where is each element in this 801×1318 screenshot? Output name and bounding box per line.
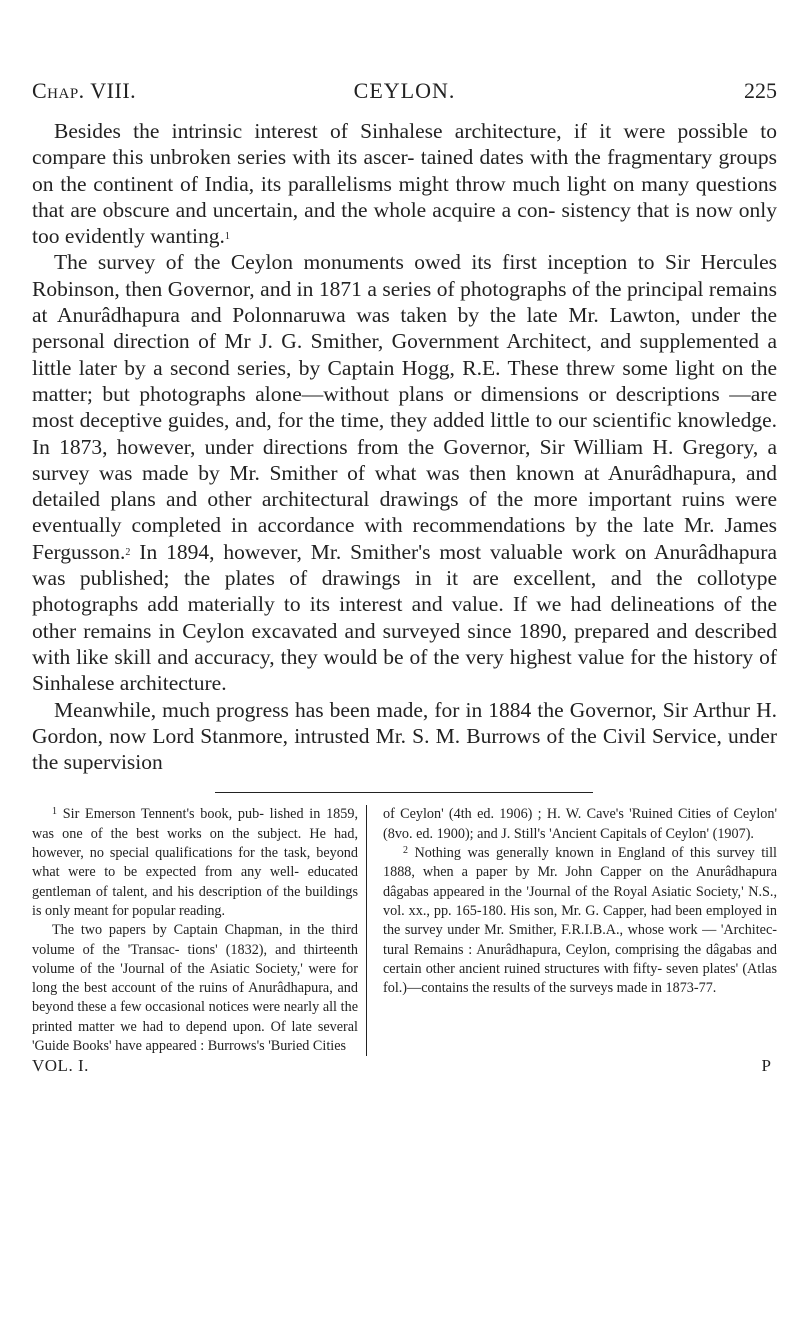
footnote: $^2$ Nothing was generally known in England of this survey till 1888, when a paper by Mr. John Capper on the Anurâdhapura dâgabas appeared in the 'Journal of the Royal Asiatic Society,' N.S., vol. xx., pp. 165-180. His son, Mr. G. Capper, had been employed in the survey under Mr. Smither, F.R.I.B.A., whose work — 'Architec- tural Remains : Anurâdhapura, Ceylon, comprising the dâgabas and certain other ancient ruined structures with fifty- seven plates' (Atlas fol.)—contains the results of the surveys made in 1873-77. [383,845,777,997]
main-text [32,118,777,775]
page-number: 225 [744,78,777,103]
footnote-marker: 1 [224,231,230,243]
chapter-label: Chap. VIII. [32,78,137,103]
volume-signature: VOL. I. [32,1056,89,1076]
footnote-paragraph: The two papers by Captain Chapman, in the third volume of the 'Transac- tions' (1832), and thirteenth volume of the 'Journal of the Asiatic Society,' were for long the best account of the ruins of Anurâdhapura, and beyond these a few occasional notices were nearly all the printed matter we had to depend upon. Of late several 'Guide Books' have appeared : Burrows's 'Buried Cities [32,922,358,1054]
paragraph: Besides the intrinsic interest of Sinhalese architecture, if it were possible to compare this unbroken series with its ascer- tained dates with the fragmentary groups on the continent of India, its parallelisms might throw much light on many questions that are obscure and uncertain, and the whole acquire a con- sistency that is now only too evidently wanting.$^1$ [32,119,777,249]
running-title: CEYLON. [353,78,456,103]
footnote-number: 2 [403,845,408,857]
footnote-rule [215,792,593,793]
signature-mark: P [761,1056,771,1076]
footnote-column-right [366,805,777,1056]
page-footer [32,1056,777,1076]
footnote-number: 1 [52,806,57,818]
footnote-column-left [32,805,366,1056]
footnotes [32,805,777,1056]
footnote: $^1$ Sir Emerson Tennent's book, pub- lished in 1859, was one of the best works on the subject. He had, however, no special qualifications for the task, beyond what were to be expected from any well- educated gentleman of talent, and his description of the buildings is only meant for popular reading. [32,806,359,919]
footnote-marker: 2 [125,546,131,558]
running-head [32,78,777,110]
paragraph: Meanwhile, much progress has been made, for in 1884 the Governor, Sir Arthur H. Gordon, now Lord Stanmore, intrusted Mr. S. M. Burrows of the Civil Service, under the supervision [32,697,777,775]
book-page [32,78,777,1308]
footnote-continuation: of Ceylon' (4th ed. 1906) ; H. W. Cave's 'Ruined Cities of Ceylon' (8vo. ed. 1900); and J. Still's 'Ancient Capitals of Ceylon' (1907). [383,806,777,842]
paragraph: The survey of the Ceylon monuments owed its first inception to Sir Hercules Robinson, then Governor, and in 1871 a series of photographs of the principal remains at Anurâdhapura and Polonnaruwa was taken by the late Mr. Lawton, under the personal direction of Mr J. G. Smither, Government Architect, and supplemented a little later by a second series, by Captain Hogg, R.E. These threw some light on the matter; but photographs alone—without plans or dimensions or descriptions —are most deceptive guides, and, for the time, they added little to our scientific knowledge. In 1873, however, under directions from the Governor, Sir William H. Gregory, a survey was made by Mr. Smither of what was then known at Anurâdhapura, and detailed plans and other architectural drawings of the more important ruins were eventually completed in accordance with recommendations by the late Mr. James Fergusson.$^2$ In 1894, however, Mr. Smither's most valuable work on Anurâdhapura was published; the plates of drawings in it are excellent, and the collotype photographs add materially to its interest and value. If we had delineations of the other remains in Ceylon excavated and surveyed since 1890, prepared and described with like skill and accuracy, they would be of the very highest value for the history of Sinhalese architecture. [32,250,777,696]
